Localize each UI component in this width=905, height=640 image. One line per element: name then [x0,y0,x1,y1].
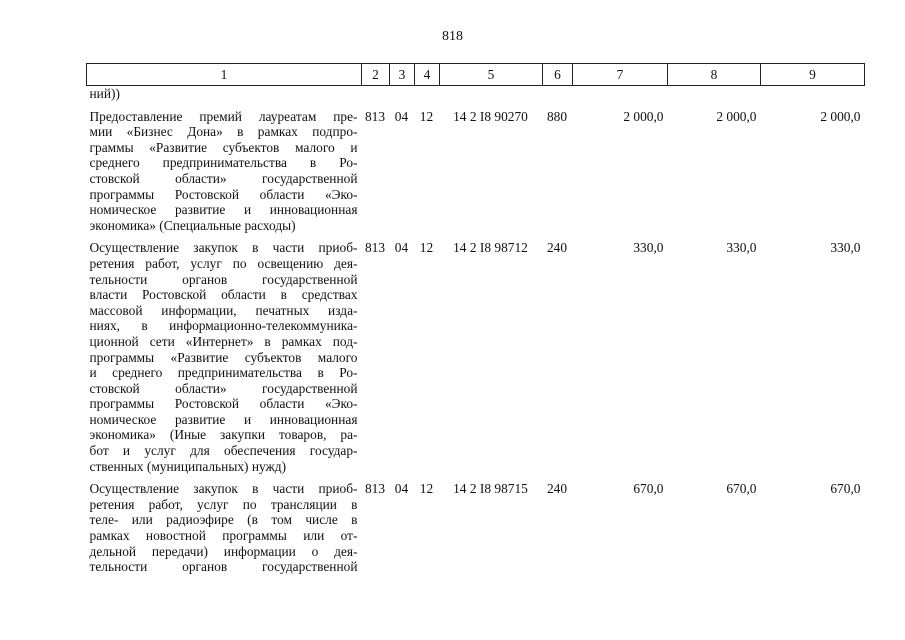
target-article-code: 14 2 I8 98715 [453,481,528,497]
continuation-row [87,86,865,102]
amount-col-8: 330,0 [726,240,757,256]
row-description [87,233,362,474]
description-line: экономика» (Специальные расходы) [89,217,296,233]
amount-col-7: 2 000,0 [623,108,664,124]
description-line: стовской области» государственной [89,380,358,396]
subsection-code: 12 [419,240,434,256]
column-header-5: 5 [440,64,543,86]
description-line: программы «Развитие субъектов малого [89,349,358,365]
description-line: тельности органов государственной [89,271,358,287]
target-article-code: 14 2 I8 90270 [453,108,528,124]
column-header-3: 3 [390,64,415,86]
column-header-4: 4 [415,64,440,86]
column-header-9: 9 [761,64,865,86]
amount-col-8: 2 000,0 [716,108,757,124]
row-description [87,474,362,575]
amount-col-9: 2 000,0 [820,108,861,124]
column-header-2: 2 [362,64,390,86]
amount-col-9: 670,0 [830,481,861,497]
description-line: бот и услуг для обеспечения государ- [89,443,358,459]
ministry-code: 813 [364,108,386,124]
table-row [87,233,865,474]
page-number: 818 [442,29,463,44]
description-line: стовской области» государственной [89,170,358,186]
description-line: рамках новостной программы или от- [89,528,358,544]
description-line: массовой информации, печатных изда- [89,302,358,318]
description-line: ниях, в информационно-телекоммуника- [89,318,358,334]
continuation-text: ний)) [89,86,120,101]
table-row [87,474,865,575]
column-header-7: 7 [573,64,668,86]
description-line: мии «Бизнес Дона» в рамках подпро- [89,124,358,140]
expense-type-code: 240 [546,481,568,497]
description-line: экономика» (Иные закупки товаров, ра- [89,427,358,443]
target-article-code: 14 2 I8 98712 [453,240,528,256]
column-header-row [87,64,865,86]
row-description [87,102,362,234]
description-line: номическое развитие и инновационная [89,202,358,218]
description-line: ционной сети «Интернет» в рамках под- [89,333,358,349]
amount-col-8: 670,0 [726,481,757,497]
description-line: теле- или радиоэфире (в том числе в [89,512,358,528]
description-line: ственных (муниципальных) нужд) [89,458,287,474]
description-line: номическое развитие и инновационная [89,411,358,427]
section-code: 04 [394,240,409,256]
ministry-code: 813 [364,240,386,256]
expense-type-code: 880 [546,108,568,124]
amount-col-9: 330,0 [830,240,861,256]
ministry-code: 813 [364,481,386,497]
section-code: 04 [394,481,409,497]
description-line: граммы «Развитие субъектов малого и [89,139,358,155]
subsection-code: 12 [419,108,434,124]
amount-col-7: 670,0 [633,481,664,497]
description-line: власти Ростовской области в средствах [89,287,358,303]
column-header-1: 1 [87,64,362,86]
description-line: Осуществление закупок в части приоб- [89,240,358,256]
description-line: программы Ростовской области «Эко- [89,396,358,412]
budget-table [86,63,865,575]
description-line: тельности органов государственной [89,559,358,575]
section-code: 04 [394,108,409,124]
column-header-8: 8 [668,64,761,86]
amount-col-7: 330,0 [633,240,664,256]
description-line: дельной передачи) информации о дея- [89,543,358,559]
description-line: ретения работ, услуг по освещению дея- [89,255,358,271]
column-header-6: 6 [543,64,573,86]
description-line: среднего предпринимательства в Ро- [89,155,358,171]
description-line: и среднего предпринимательства в Ро- [89,365,358,381]
description-line: ретения работ, услуг по трансляции в [89,496,358,512]
expense-type-code: 240 [546,240,568,256]
table-row [87,102,865,234]
subsection-code: 12 [419,481,434,497]
description-line: Предоставление премий лауреатам пре- [89,108,358,124]
description-line: программы Ростовской области «Эко- [89,186,358,202]
description-line: Осуществление закупок в части приоб- [89,481,358,497]
